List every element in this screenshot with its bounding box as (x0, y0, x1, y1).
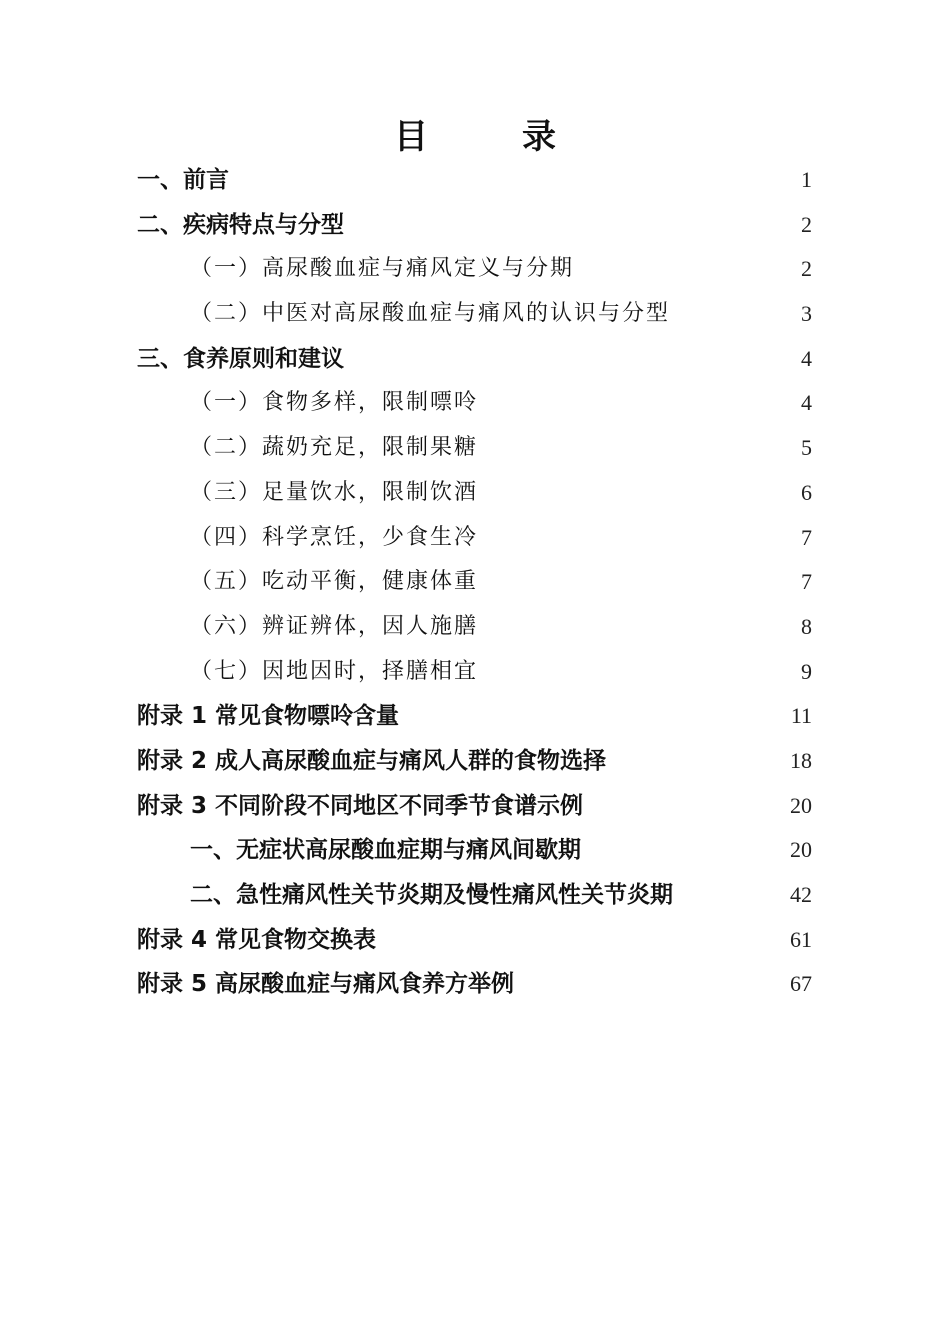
toc-entry-page: 11 (790, 703, 812, 729)
toc-entry-label: （一）食物多样，限制嘌呤 (190, 390, 479, 416)
toc-entry-label: （五）吃动平衡，健康体重 (190, 569, 479, 595)
toc-entry-page: 5 (801, 435, 812, 461)
toc-entry-page: 4 (801, 345, 812, 371)
toc-entry-label: （一）高尿酸血症与痛风定义与分期 (190, 256, 575, 282)
toc-entry-appendix-4[interactable] (0, 918, 950, 963)
toc-entry-page: 6 (801, 479, 812, 505)
toc-entry-label: 附录 1 常见食物嘌呤含量 (137, 703, 400, 730)
toc-entry-appendix-3-part-2[interactable] (0, 873, 950, 918)
toc-entry-principles[interactable] (0, 337, 950, 382)
toc-entry-appendix-1[interactable] (0, 694, 950, 739)
toc-entry-page: 9 (801, 658, 812, 684)
toc-entry-tcm-classification[interactable] (0, 292, 950, 337)
toc-entry-principle-1[interactable] (0, 381, 950, 426)
toc-entry-appendix-5[interactable] (0, 962, 950, 1007)
toc-entry-label: （二）中医对高尿酸血症与痛风的认识与分型 (190, 301, 671, 327)
toc-entry-label: （七）因地因时，择膳相宜 (190, 658, 479, 684)
toc-entry-label: 二、疾病特点与分型 (137, 211, 344, 238)
toc-entry-page: 20 (790, 837, 812, 863)
toc-entry-page: 61 (790, 926, 812, 952)
toc-entry-label: （三）足量饮水，限制饮酒 (190, 479, 479, 505)
toc-entry-page: 2 (801, 256, 812, 282)
toc-entry-principle-5[interactable] (0, 560, 950, 605)
toc-entry-principle-2[interactable] (0, 426, 950, 471)
toc-entry-label: 三、食养原则和建议 (137, 345, 344, 372)
toc-entry-page: 7 (801, 524, 812, 550)
toc-entry-page: 1 (801, 167, 812, 192)
toc-entry-appendix-2[interactable] (0, 739, 950, 784)
toc-entry-label: 附录 5 高尿酸血症与痛风食养方举例 (137, 971, 515, 998)
toc-entry-label: （二）蔬奶充足，限制果糖 (190, 435, 479, 461)
toc-entry-principle-7[interactable] (0, 650, 950, 695)
toc-entry-label: 一、前言 (137, 167, 229, 193)
toc-entry-label: 附录 3 不同阶段不同地区不同季节食谱示例 (137, 792, 584, 819)
toc-entry-label: 二、急性痛风性关节炎期及慢性痛风性关节炎期 (190, 882, 673, 908)
toc-entry-page: 18 (790, 747, 812, 773)
toc-entry-page: 67 (790, 971, 812, 997)
toc-entry-definition-staging[interactable] (0, 247, 950, 292)
toc-entry-label: 一、无症状高尿酸血症期与痛风间歇期 (190, 837, 581, 864)
toc-entry-page: 3 (801, 301, 812, 327)
toc-entry-principle-3[interactable] (0, 471, 950, 516)
toc-entry-preface[interactable] (0, 158, 950, 203)
toc-entry-appendix-3-part-1[interactable] (0, 828, 950, 873)
toc-entry-principle-6[interactable] (0, 605, 950, 650)
toc-entry-label: （四）科学烹饪，少食生冷 (190, 524, 479, 550)
toc-entry-page: 20 (790, 792, 812, 818)
toc-entry-page: 2 (801, 211, 812, 237)
toc-entry-page: 42 (790, 882, 812, 907)
toc-entry-principle-4[interactable] (0, 516, 950, 561)
toc-entry-label: 附录 4 常见食物交换表 (137, 926, 377, 953)
toc-entry-disease-features[interactable] (0, 203, 950, 248)
table-of-contents (0, 158, 950, 1007)
toc-entry-label: 附录 2 成人高尿酸血症与痛风人群的食物选择 (137, 747, 607, 774)
toc-entry-page: 7 (801, 569, 812, 595)
toc-entry-appendix-3[interactable] (0, 784, 950, 829)
toc-title: 目 录 (394, 117, 586, 157)
toc-entry-page: 8 (801, 613, 812, 639)
toc-entry-label: （六）辨证辨体，因人施膳 (190, 613, 479, 639)
toc-entry-page: 4 (801, 390, 812, 416)
